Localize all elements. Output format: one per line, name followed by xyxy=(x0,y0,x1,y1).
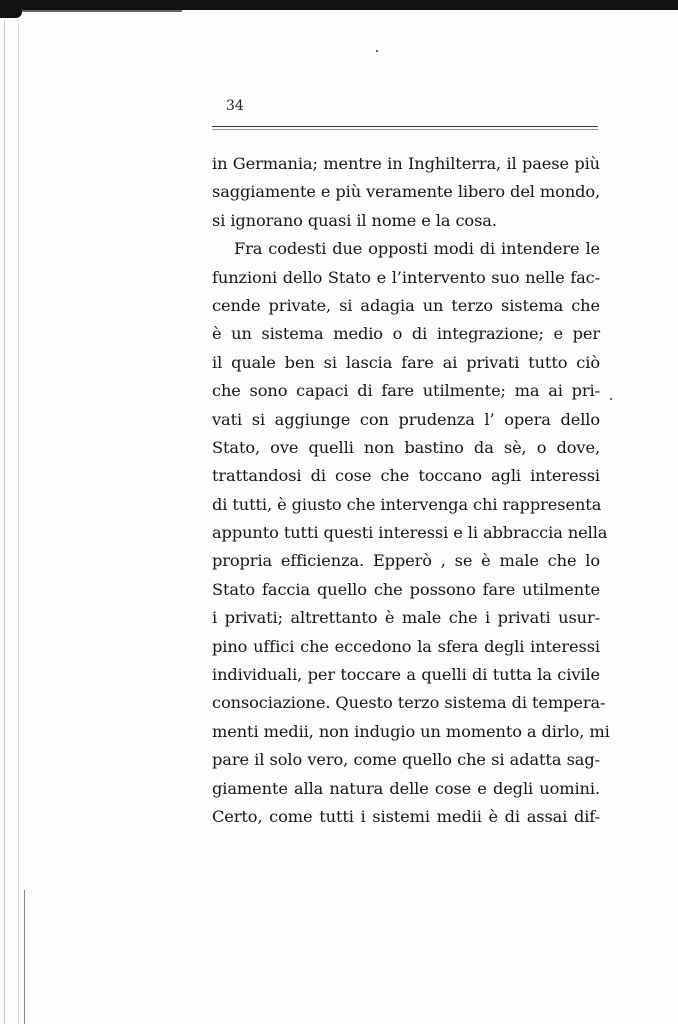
page-number: 34 xyxy=(226,98,244,114)
binding-gutter xyxy=(0,20,30,1024)
text-line: Fra codesti due opposti modi di intendere le xyxy=(234,239,600,259)
text-line: menti medii, non indugio un momento a dirlo, mi xyxy=(212,721,610,741)
text-line: si ignorano quasi il nome e la cosa. xyxy=(212,210,497,230)
text-line: Stato, ove quelli non bastino da sè, o dove, xyxy=(212,437,600,457)
text-line: Stato faccia quello che possono fare utilmente xyxy=(212,579,600,599)
text-line: pare il solo vero, come quello che si adatta sag- xyxy=(212,750,600,770)
text-line: propria efficienza. Epperò , se è male che lo xyxy=(212,551,600,571)
text-line: saggiamente e più veramente libero del mondo, xyxy=(212,182,601,202)
header-rule xyxy=(212,126,598,127)
paper-speck xyxy=(376,50,378,52)
text-line: funzioni dello Stato e l’intervento suo nelle fac- xyxy=(212,267,600,287)
text-line: di tutti, è giusto che intervenga chi rappresenta xyxy=(212,494,602,514)
text-line: appunto tutti questi interessi e li abbraccia nella xyxy=(212,523,608,543)
paper-speck xyxy=(610,398,612,400)
text-line: Certo, come tutti i sistemi medii è di assai dif- xyxy=(212,806,600,826)
text-line: è un sistema medio o di integrazione; e per xyxy=(212,324,600,344)
text-line: giamente alla natura delle cose e degli uomini. xyxy=(212,778,600,798)
text-line: cende private, si adagia un terzo sistema che xyxy=(212,295,600,315)
body-text xyxy=(212,150,610,831)
gutter-edge-line xyxy=(4,20,5,1024)
text-line: individuali, per toccare a quelli di tutta la civile xyxy=(212,665,600,685)
gutter-edge-line xyxy=(24,890,25,1024)
text-line: in Germania; mentre in Inghilterra, il paese più xyxy=(212,154,600,173)
header-rule xyxy=(212,129,598,130)
text-line: i privati; altrettanto è male che i privati usur- xyxy=(212,608,600,628)
text-line: il quale ben si lascia fare ai privati tutto ciò xyxy=(212,352,600,372)
gutter-edge-line xyxy=(18,20,19,1024)
text-line: vati si aggiunge con prudenza l’ opera dello xyxy=(212,409,600,429)
text-line: consociazione. Questo terzo sistema di tempera- xyxy=(212,693,606,713)
text-line: che sono capaci di fare utilmente; ma ai pri- xyxy=(212,381,600,401)
text-line: trattandosi di cose che toccano agli interessi xyxy=(212,466,600,486)
scan-top-border xyxy=(0,0,678,10)
text-line: pino uffici che eccedono la sfera degli interessi xyxy=(212,636,600,656)
scan-edge-line xyxy=(22,10,182,12)
scan-corner-mark xyxy=(0,0,22,18)
